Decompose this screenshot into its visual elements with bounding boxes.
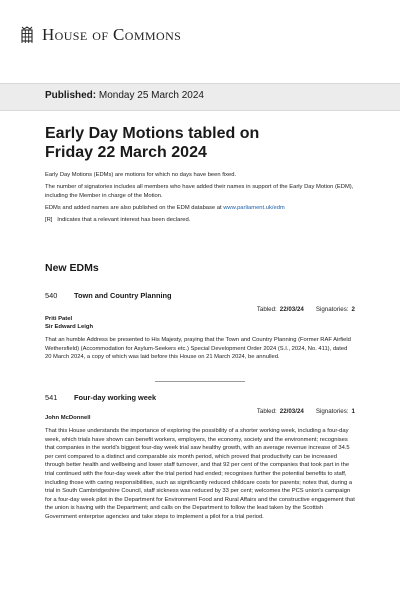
sponsor-name: Sir Edward Leigh: [45, 324, 94, 330]
page-title-line-2: Friday 22 March 2024: [45, 144, 207, 161]
section-heading-new-edms: New EDMs: [45, 262, 99, 274]
edm-motion-text: That this House understands the importance of exploring the possibility of a shorter working week, including a four-day week, which trials have shown can benefit workers, employers, the economy, society and the environment; recognises that companies in the world's biggest four-day week trial saw healthy growth, with an average revenue increase of 34.5 per cent compared to a distinct and comparable six month period, which proved that productivity can be increased through better health and wellbeing and lower staff turnover, and that 92 per cent of the companies that took part in the trial continued with the four-day week after the trial period had ended; recognises further the potential benefits to staff, including those with caring responsibilities, such as significantly reduced childcare costs for parents; notes that, during a trial in South Cambridgeshire Council, staff sickness was reduced by 33 per cent; welcomes the PCS union's campaign for a four-day week pilot in the Department for Environment Food and Rural Affairs and the constructive engagement that the union is having with the Department; and calls on the Department to follow the lead taken by the Scottish Government enterprise agencies and take steps to implement a pilot for a trial period.: [45, 428, 355, 520]
intro-paragraph-2: The number of signatories includes all members who have added their names in support of the Early Day Motion (EDM), including the Member in charge of the Motion.: [45, 184, 354, 199]
signatories-count: 2: [351, 306, 355, 313]
page-title: [45, 124, 375, 162]
edm-title[interactable]: Town and Country Planning: [74, 291, 172, 300]
intro-paragraph-4: [R] Indicates that a relevant interest has been declared.: [45, 217, 191, 224]
signatories-label: Signatories:: [315, 306, 349, 313]
site-header: [20, 24, 181, 46]
org-name: House of Commons: [42, 25, 182, 44]
tabled-date: 22/03/24: [279, 306, 304, 313]
published-label: Published:: [45, 90, 97, 101]
edm-sponsors: [45, 414, 355, 422]
intro-paragraph-1: Early Day Motions (EDMs) are motions for which no days have been fixed.: [45, 172, 237, 178]
tabled-date: 22/03/24: [279, 408, 304, 415]
edm-sponsors: [45, 315, 355, 331]
sponsor-name: John McDonnell: [45, 415, 91, 421]
signatories-count: 1: [351, 408, 355, 415]
page-title-line-1: Early Day Motions tabled on: [45, 125, 260, 142]
edm-entry: [45, 291, 355, 362]
divider: [155, 381, 245, 382]
intro-paragraph-3: [45, 204, 377, 213]
tabled-label: Tabled:: [256, 306, 277, 313]
sponsor-name: Priti Patel: [45, 316, 73, 322]
edm-meta: [257, 306, 355, 313]
edm-number: 541: [45, 393, 58, 402]
edm-motion-text: That an humble Address be presented to His Majesty, praying that the Town and Country Planning (Former RAF Airfield Wethersfield) (Accommodation for Asylum-Seekers etc.) Special Development Order 2024 (S.I., 2024, No. 411), dated 20 March 2024, a copy of which was laid before this House on 21 March 2024, be annulled.: [45, 337, 351, 361]
edm-entry: [45, 393, 355, 522]
tabled-label: Tabled:: [256, 408, 277, 415]
published-line: [45, 90, 204, 101]
edm-heading: [45, 291, 355, 301]
edm-title[interactable]: Four-day working week: [74, 393, 157, 402]
intro-notes: [45, 171, 377, 228]
portcullis-icon: [20, 25, 34, 45]
intro-paragraph-3-text: EDMs and added names are also published on the EDM database at: [45, 204, 224, 211]
edm-meta: [257, 408, 355, 415]
edm-database-link[interactable]: www.parliament.uk/edm: [223, 204, 285, 211]
edm-number: 540: [45, 291, 58, 300]
edm-heading: [45, 393, 355, 403]
published-band: [0, 83, 400, 111]
published-date: Monday 25 March 2024: [98, 90, 204, 101]
signatories-label: Signatories:: [315, 408, 349, 415]
